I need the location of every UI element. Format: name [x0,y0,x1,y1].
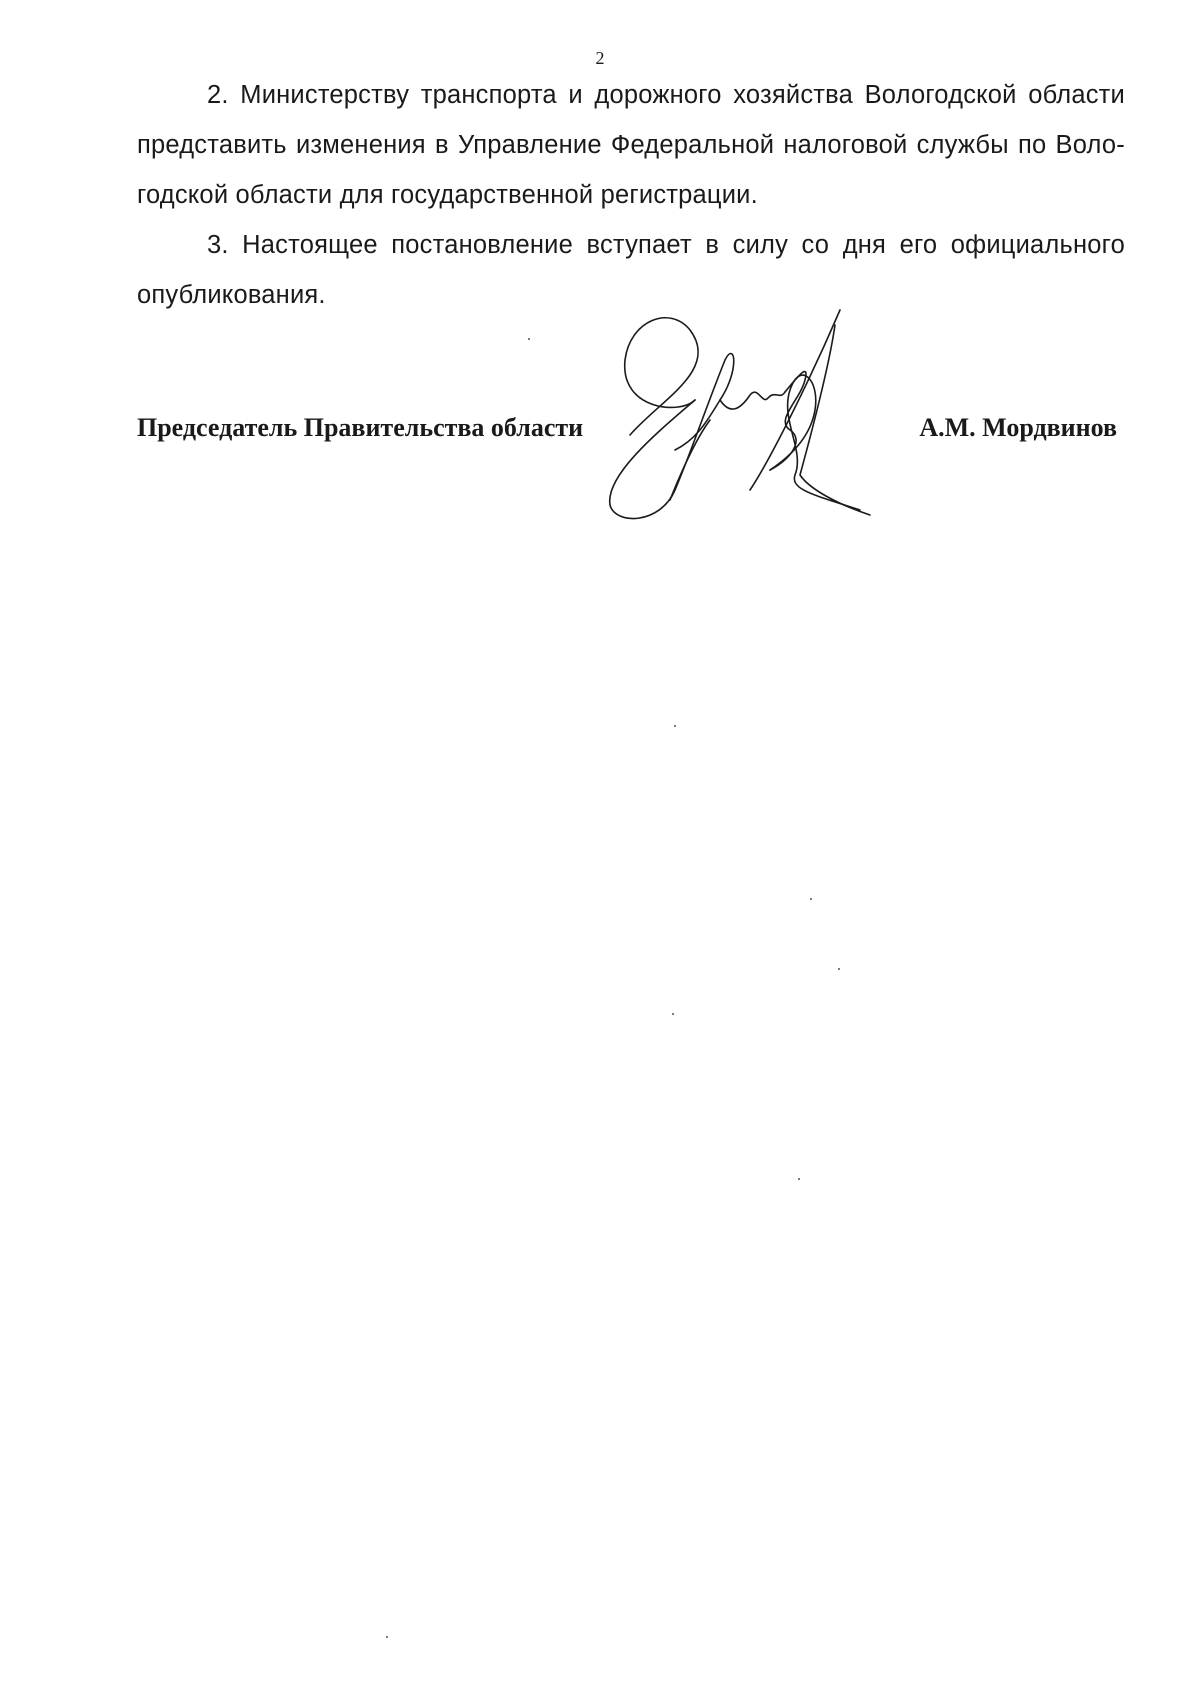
document-body [137,70,1125,320]
scan-speck [798,1178,800,1180]
scan-speck [672,1013,674,1015]
paragraph-2 [137,70,1125,220]
scan-speck [386,1636,388,1638]
signer-name: А.М. Мордвинов [919,413,1117,442]
scan-speck [838,968,840,970]
signer-title: Председатель Правительства области [137,413,584,442]
page-number: 2 [595,48,605,68]
handwritten-signature [600,300,900,530]
paragraph-2-line-1: 2. Министерству транспорта и дорожного хозяйства Вологодской области [207,81,1125,109]
paragraph-2-line-2: представить изменения в Управление Федеральной налоговой службы по Воло- [137,131,1125,159]
scan-speck [810,898,812,900]
paragraph-3-line-1: 3. Настоящее постановление вступает в силу со дня его официального [207,231,1125,259]
paragraph-2-line-3: годской области для государственной регистрации. [137,181,758,209]
scan-speck [674,725,676,727]
paragraph-3-line-2: опубликования. [137,281,326,309]
scan-speck [528,338,530,340]
